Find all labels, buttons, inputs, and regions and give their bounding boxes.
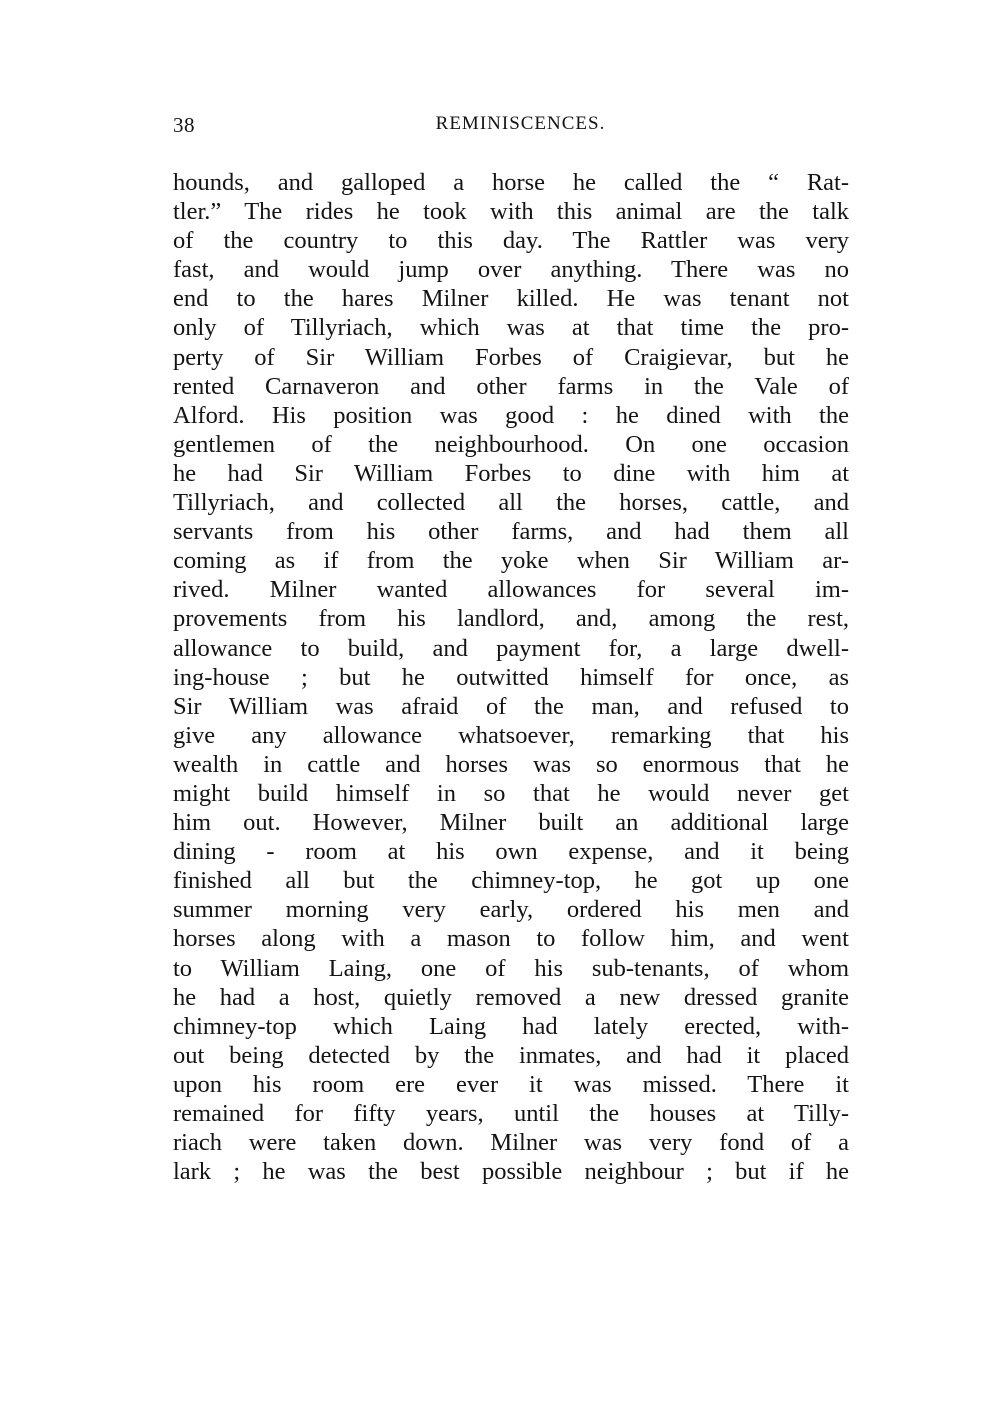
body-text	[173, 168, 849, 1186]
text-line: fast, and would jump over anything. There was no	[173, 256, 849, 284]
running-head	[173, 113, 848, 143]
text-line: chimney-top which Laing had lately erected, with-	[173, 1012, 849, 1040]
text-line: end to the hares Milner killed. He was tenant not	[173, 285, 849, 313]
text-line: remained for fifty years, until the houses at Tilly-	[173, 1100, 849, 1127]
text-line: him out. However, Milner built an additional large	[173, 809, 849, 837]
text-line: might build himself in so that he would never get	[173, 779, 849, 807]
text-line: dining - room at his own expense, and it being	[173, 838, 849, 866]
text-line: rented Carnaveron and other farms in the Vale of	[173, 372, 849, 400]
text-line: horses along with a mason to follow him, and went	[173, 925, 849, 953]
text-line: hounds, and galloped a horse he called the “ Rat-	[173, 169, 849, 196]
text-line: wealth in cattle and horses was so enormous that he	[173, 750, 849, 778]
text-line: perty of Sir William Forbes of Craigievar, but he	[173, 343, 849, 371]
text-line: Alford. His position was good : he dined with the	[173, 401, 849, 429]
text-line: upon his room ere ever it was missed. There it	[173, 1070, 849, 1098]
text-line: Tillyriach, and collected all the horses, cattle, and	[173, 489, 849, 517]
text-line: Sir William was afraid of the man, and refused to	[173, 692, 849, 720]
page-number: 38	[173, 113, 195, 137]
text-line: of the country to this day. The Rattler was very	[173, 227, 849, 255]
text-line: rived. Milner wanted allowances for several im-	[173, 576, 849, 604]
text-line: only of Tillyriach, which was at that time the pro-	[173, 314, 849, 342]
text-line: servants from his other farms, and had them all	[173, 518, 849, 546]
text-line: he had a host, quietly removed a new dressed granite	[173, 983, 849, 1011]
text-line: ing-house ; but he outwitted himself for once, as	[173, 663, 849, 691]
text-line: summer morning very early, ordered his men and	[173, 896, 849, 924]
text-line: gentlemen of the neighbourhood. On one occasion	[173, 430, 849, 458]
text-line: out being detected by the inmates, and had it placed	[173, 1041, 849, 1069]
text-line: give any allowance whatsoever, remarking that his	[173, 721, 849, 749]
text-line: coming as if from the yoke when Sir William ar-	[173, 547, 849, 575]
text-line: to William Laing, one of his sub-tenants, of whom	[173, 954, 849, 982]
text-line: allowance to build, and payment for, a large dwell-	[173, 634, 849, 662]
text-line: provements from his landlord, and, among the rest,	[173, 605, 849, 633]
text-line: tler.” The rides he took with this animal are the talk	[173, 198, 849, 226]
text-line: he had Sir William Forbes to dine with him at	[173, 459, 849, 487]
text-line: riach were taken down. Milner was very fond of a	[173, 1129, 849, 1157]
text-line: lark ; he was the best possible neighbour ; but if he	[173, 1158, 849, 1186]
text-line: finished all but the chimney-top, he got up one	[173, 867, 849, 895]
running-title: REMINISCENCES.	[435, 113, 606, 134]
